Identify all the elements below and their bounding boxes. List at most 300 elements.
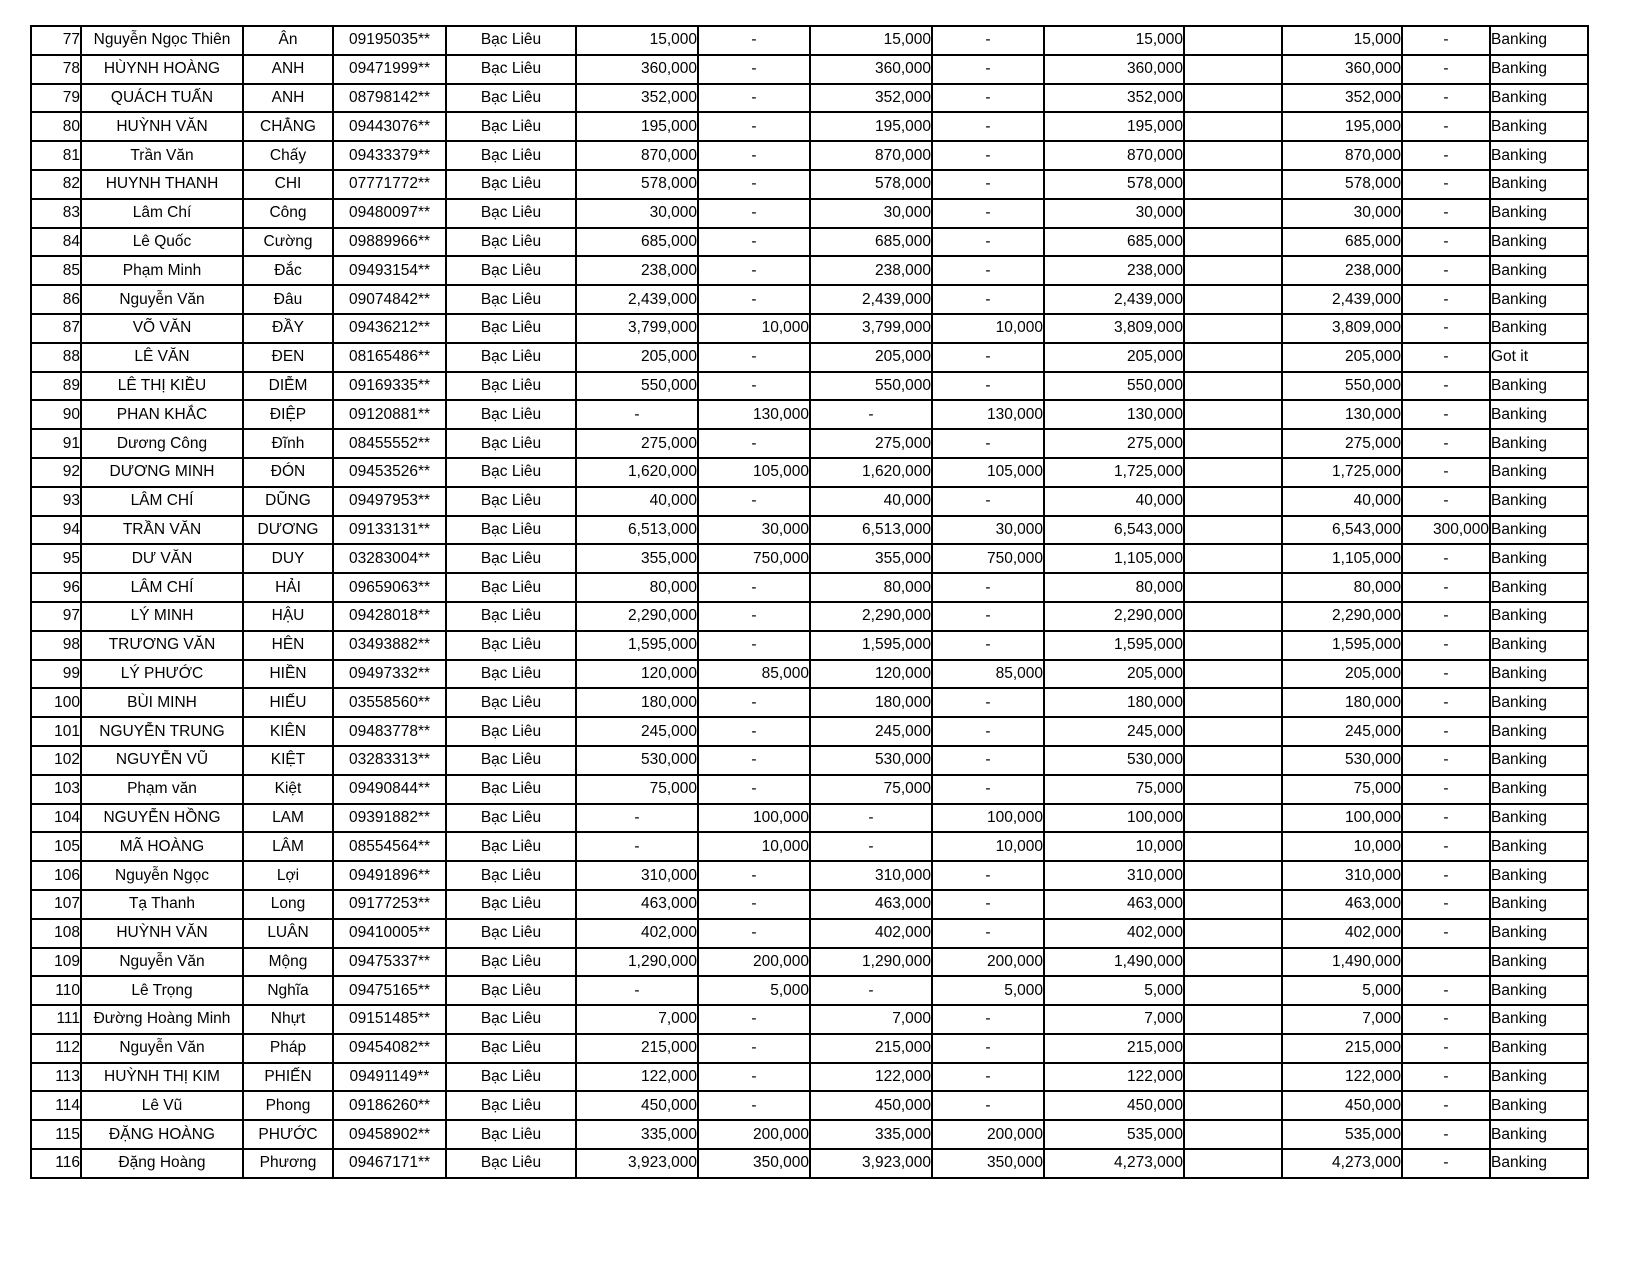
row-number-cell: 99	[31, 660, 81, 689]
amount-cell: 2,439,000	[576, 285, 698, 314]
amount-cell: 100,000	[1044, 804, 1184, 833]
row-number-cell: 116	[31, 1149, 81, 1178]
surname-cell: HUỲNH THỊ KIM	[81, 1063, 243, 1092]
amount-cell: 238,000	[1282, 256, 1402, 285]
row-number-cell: 98	[31, 631, 81, 660]
empty-cell	[1184, 919, 1282, 948]
amount-cell: 463,000	[1282, 890, 1402, 919]
given-name-cell: Chấy	[243, 141, 333, 170]
table-row	[31, 285, 1588, 314]
amount-cell: -	[698, 688, 810, 717]
amount-cell: 2,439,000	[810, 285, 932, 314]
status-cell: Banking	[1490, 746, 1588, 775]
given-name-cell: Lợi	[243, 861, 333, 890]
province-cell: Bạc Liêu	[446, 429, 576, 458]
amount-cell: 578,000	[1044, 170, 1184, 199]
province-cell: Bạc Liêu	[446, 285, 576, 314]
amount-cell: 1,725,000	[1044, 458, 1184, 487]
amount-cell: -	[1402, 688, 1490, 717]
given-name-cell: Nghĩa	[243, 976, 333, 1005]
given-name-cell: PHƯỚC	[243, 1120, 333, 1149]
amount-cell: -	[932, 256, 1044, 285]
province-cell: Bạc Liêu	[446, 314, 576, 343]
province-cell: Bạc Liêu	[446, 141, 576, 170]
row-number-cell: 92	[31, 458, 81, 487]
phone-cell: 03558560**	[333, 688, 446, 717]
phone-cell: 07771772**	[333, 170, 446, 199]
amount-cell: 10,000	[932, 832, 1044, 861]
status-cell: Banking	[1490, 573, 1588, 602]
amount-cell: 352,000	[810, 84, 932, 113]
province-cell: Bạc Liêu	[446, 84, 576, 113]
amount-cell: 685,000	[810, 228, 932, 257]
status-cell: Banking	[1490, 26, 1588, 55]
province-cell: Bạc Liêu	[446, 890, 576, 919]
surname-cell: BÙI MINH	[81, 688, 243, 717]
status-cell: Banking	[1490, 890, 1588, 919]
given-name-cell: Phương	[243, 1149, 333, 1178]
status-cell: Banking	[1490, 84, 1588, 113]
surname-cell: VÕ VĂN	[81, 314, 243, 343]
amount-cell: 100,000	[698, 804, 810, 833]
amount-cell: -	[698, 256, 810, 285]
amount-cell: 180,000	[576, 688, 698, 717]
empty-cell	[1184, 804, 1282, 833]
phone-cell: 09195035**	[333, 26, 446, 55]
status-cell: Banking	[1490, 372, 1588, 401]
province-cell: Bạc Liêu	[446, 775, 576, 804]
status-cell: Banking	[1490, 544, 1588, 573]
amount-cell: 130,000	[1044, 400, 1184, 429]
amount-cell: 80,000	[810, 573, 932, 602]
empty-cell	[1184, 1034, 1282, 1063]
province-cell: Bạc Liêu	[446, 256, 576, 285]
amount-cell: 2,439,000	[1044, 285, 1184, 314]
empty-cell	[1184, 372, 1282, 401]
surname-cell: Nguyễn Văn	[81, 1034, 243, 1063]
given-name-cell: KIỆT	[243, 746, 333, 775]
amount-cell: -	[698, 228, 810, 257]
amount-cell: -	[932, 170, 1044, 199]
empty-cell	[1184, 631, 1282, 660]
status-cell: Banking	[1490, 1120, 1588, 1149]
surname-cell: LÝ PHƯỚC	[81, 660, 243, 689]
surname-cell: TRẦN VĂN	[81, 516, 243, 545]
amount-cell: 205,000	[576, 343, 698, 372]
surname-cell: HUỲNH VĂN	[81, 919, 243, 948]
phone-cell: 09453526**	[333, 458, 446, 487]
amount-cell: 310,000	[810, 861, 932, 890]
amount-cell: -	[698, 861, 810, 890]
surname-cell: LÊ VĂN	[81, 343, 243, 372]
amount-cell: 4,273,000	[1044, 1149, 1184, 1178]
phone-cell: 09391882**	[333, 804, 446, 833]
amount-cell: 7,000	[810, 1005, 932, 1034]
province-cell: Bạc Liêu	[446, 516, 576, 545]
amount-cell: -	[932, 746, 1044, 775]
amount-cell: 40,000	[576, 487, 698, 516]
surname-cell: ĐẶNG HOÀNG	[81, 1120, 243, 1149]
amount-cell: -	[698, 26, 810, 55]
given-name-cell: ĐIỆP	[243, 400, 333, 429]
table-row	[31, 775, 1588, 804]
province-cell: Bạc Liêu	[446, 400, 576, 429]
province-cell: Bạc Liêu	[446, 228, 576, 257]
status-cell: Banking	[1490, 458, 1588, 487]
given-name-cell: ĐEN	[243, 343, 333, 372]
table-row	[31, 544, 1588, 573]
amount-cell: 1,490,000	[1282, 948, 1402, 977]
empty-cell	[1184, 861, 1282, 890]
province-cell: Bạc Liêu	[446, 688, 576, 717]
amount-cell: 275,000	[1282, 429, 1402, 458]
given-name-cell: ĐÓN	[243, 458, 333, 487]
amount-cell: 10,000	[1282, 832, 1402, 861]
empty-cell	[1184, 170, 1282, 199]
amount-cell: -	[1402, 141, 1490, 170]
amount-cell: -	[1402, 170, 1490, 199]
amount-cell: 1,105,000	[1044, 544, 1184, 573]
amount-cell: 685,000	[576, 228, 698, 257]
given-name-cell: LUÂN	[243, 919, 333, 948]
amount-cell: -	[932, 285, 1044, 314]
surname-cell: TRƯƠNG VĂN	[81, 631, 243, 660]
empty-cell	[1184, 343, 1282, 372]
amount-cell: -	[932, 228, 1044, 257]
amount-cell: 10,000	[698, 314, 810, 343]
amount-cell: 1,490,000	[1044, 948, 1184, 977]
province-cell: Bạc Liêu	[446, 602, 576, 631]
amount-cell: -	[698, 573, 810, 602]
amount-cell: 1,105,000	[1282, 544, 1402, 573]
amount-cell: 245,000	[810, 717, 932, 746]
amount-cell: 530,000	[1282, 746, 1402, 775]
table-row	[31, 1149, 1588, 1178]
surname-cell: Nguyễn Văn	[81, 285, 243, 314]
amount-cell: 7,000	[576, 1005, 698, 1034]
amount-cell: 30,000	[932, 516, 1044, 545]
status-cell: Banking	[1490, 948, 1588, 977]
status-cell: Banking	[1490, 429, 1588, 458]
amount-cell: 685,000	[1044, 228, 1184, 257]
province-cell: Bạc Liêu	[446, 717, 576, 746]
amount-cell: -	[1402, 861, 1490, 890]
status-cell: Banking	[1490, 804, 1588, 833]
phone-cell: 09659063**	[333, 573, 446, 602]
row-number-cell: 111	[31, 1005, 81, 1034]
phone-cell: 08165486**	[333, 343, 446, 372]
table-row	[31, 429, 1588, 458]
surname-cell: QUÁCH TUẤN	[81, 84, 243, 113]
table-row	[31, 372, 1588, 401]
status-cell: Banking	[1490, 228, 1588, 257]
phone-cell: 09497953**	[333, 487, 446, 516]
amount-cell: 195,000	[810, 112, 932, 141]
amount-cell: 355,000	[810, 544, 932, 573]
table-row	[31, 26, 1588, 55]
table-row	[31, 487, 1588, 516]
amount-cell: 130,000	[698, 400, 810, 429]
amount-cell: 30,000	[576, 199, 698, 228]
status-cell: Banking	[1490, 314, 1588, 343]
amount-cell: 205,000	[1282, 343, 1402, 372]
amount-cell: 2,290,000	[1282, 602, 1402, 631]
row-number-cell: 77	[31, 26, 81, 55]
surname-cell: Lê Vũ	[81, 1091, 243, 1120]
amount-cell: 535,000	[1282, 1120, 1402, 1149]
amount-cell: -	[698, 1034, 810, 1063]
amount-cell: 360,000	[1044, 55, 1184, 84]
amount-cell: -	[1402, 429, 1490, 458]
amount-cell: 75,000	[810, 775, 932, 804]
row-number-cell: 115	[31, 1120, 81, 1149]
row-number-cell: 84	[31, 228, 81, 257]
surname-cell: Lê Trọng	[81, 976, 243, 1005]
row-number-cell: 86	[31, 285, 81, 314]
amount-cell: -	[698, 84, 810, 113]
status-cell: Banking	[1490, 832, 1588, 861]
amount-cell: -	[1402, 458, 1490, 487]
amount-cell: 5,000	[1044, 976, 1184, 1005]
province-cell: Bạc Liêu	[446, 487, 576, 516]
empty-cell	[1184, 1005, 1282, 1034]
phone-cell: 09889966**	[333, 228, 446, 257]
status-cell: Banking	[1490, 1005, 1588, 1034]
amount-cell: 360,000	[1282, 55, 1402, 84]
amount-cell: 1,595,000	[810, 631, 932, 660]
province-cell: Bạc Liêu	[446, 199, 576, 228]
amount-cell: 310,000	[1282, 861, 1402, 890]
amount-cell: -	[698, 746, 810, 775]
amount-cell: 195,000	[576, 112, 698, 141]
phone-cell: 09491149**	[333, 1063, 446, 1092]
given-name-cell: Mộng	[243, 948, 333, 977]
table-row	[31, 141, 1588, 170]
amount-cell: 3,799,000	[576, 314, 698, 343]
table-row	[31, 804, 1588, 833]
phone-cell: 03283004**	[333, 544, 446, 573]
province-cell: Bạc Liêu	[446, 112, 576, 141]
given-name-cell: HIỀN	[243, 660, 333, 689]
phone-cell: 09436212**	[333, 314, 446, 343]
table-row	[31, 976, 1588, 1005]
surname-cell: LÊ THỊ KIỀU	[81, 372, 243, 401]
given-name-cell: LAM	[243, 804, 333, 833]
row-number-cell: 85	[31, 256, 81, 285]
amount-cell: 530,000	[576, 746, 698, 775]
surname-cell: Nguyễn Ngọc	[81, 861, 243, 890]
amount-cell: 6,543,000	[1282, 516, 1402, 545]
amount-cell: 275,000	[1044, 429, 1184, 458]
amount-cell: 578,000	[1282, 170, 1402, 199]
province-cell: Bạc Liêu	[446, 976, 576, 1005]
table-row	[31, 199, 1588, 228]
amount-cell: -	[1402, 890, 1490, 919]
amount-cell: 30,000	[810, 199, 932, 228]
province-cell: Bạc Liêu	[446, 544, 576, 573]
phone-cell: 08455552**	[333, 429, 446, 458]
empty-cell	[1184, 1091, 1282, 1120]
amount-cell: 1,290,000	[810, 948, 932, 977]
surname-cell: NGUYỄN TRUNG	[81, 717, 243, 746]
amount-cell: 75,000	[1282, 775, 1402, 804]
amount-cell: -	[1402, 26, 1490, 55]
amount-cell: -	[810, 400, 932, 429]
table-row	[31, 1091, 1588, 1120]
amount-cell: -	[1402, 314, 1490, 343]
given-name-cell: Đắc	[243, 256, 333, 285]
row-number-cell: 110	[31, 976, 81, 1005]
phone-cell: 09483778**	[333, 717, 446, 746]
row-number-cell: 91	[31, 429, 81, 458]
amount-cell: -	[1402, 602, 1490, 631]
amount-cell: -	[698, 55, 810, 84]
status-cell: Banking	[1490, 170, 1588, 199]
amount-cell: 200,000	[698, 948, 810, 977]
amount-cell: 80,000	[576, 573, 698, 602]
amount-cell: -	[1402, 112, 1490, 141]
table-row	[31, 84, 1588, 113]
given-name-cell: Pháp	[243, 1034, 333, 1063]
amount-cell: -	[932, 861, 1044, 890]
amount-cell: 105,000	[932, 458, 1044, 487]
amount-cell: -	[698, 285, 810, 314]
amount-cell: -	[1402, 573, 1490, 602]
row-number-cell: 90	[31, 400, 81, 429]
province-cell: Bạc Liêu	[446, 343, 576, 372]
phone-cell: 09169335**	[333, 372, 446, 401]
amount-cell: -	[576, 976, 698, 1005]
amount-cell: -	[698, 112, 810, 141]
table-row	[31, 660, 1588, 689]
amount-cell: -	[698, 141, 810, 170]
amount-cell: 1,595,000	[1282, 631, 1402, 660]
surname-cell: LÂM CHÍ	[81, 487, 243, 516]
amount-cell: -	[1402, 228, 1490, 257]
empty-cell	[1184, 688, 1282, 717]
amount-cell: 215,000	[810, 1034, 932, 1063]
amount-cell: -	[698, 602, 810, 631]
amount-cell: 215,000	[1282, 1034, 1402, 1063]
row-number-cell: 93	[31, 487, 81, 516]
surname-cell: HUYNH THANH	[81, 170, 243, 199]
status-cell: Banking	[1490, 1063, 1588, 1092]
amount-cell: 870,000	[1282, 141, 1402, 170]
status-cell: Banking	[1490, 55, 1588, 84]
amount-cell: -	[932, 602, 1044, 631]
amount-cell: 80,000	[1044, 573, 1184, 602]
table-row	[31, 688, 1588, 717]
empty-cell	[1184, 228, 1282, 257]
province-cell: Bạc Liêu	[446, 660, 576, 689]
amount-cell: -	[1402, 1120, 1490, 1149]
amount-cell: 1,620,000	[810, 458, 932, 487]
amount-cell: 402,000	[576, 919, 698, 948]
row-number-cell: 79	[31, 84, 81, 113]
amount-cell: -	[932, 55, 1044, 84]
table-row	[31, 573, 1588, 602]
row-number-cell: 78	[31, 55, 81, 84]
province-cell: Bạc Liêu	[446, 861, 576, 890]
amount-cell: 40,000	[810, 487, 932, 516]
phone-cell: 08554564**	[333, 832, 446, 861]
amount-cell: -	[932, 26, 1044, 55]
row-number-cell: 96	[31, 573, 81, 602]
amount-cell: 130,000	[932, 400, 1044, 429]
amount-cell: -	[1402, 1091, 1490, 1120]
amount-cell: 1,620,000	[576, 458, 698, 487]
amount-cell: 355,000	[576, 544, 698, 573]
phone-cell: 09475165**	[333, 976, 446, 1005]
status-cell: Banking	[1490, 631, 1588, 660]
amount-cell: -	[932, 688, 1044, 717]
amount-cell: 352,000	[576, 84, 698, 113]
table-row	[31, 1063, 1588, 1092]
amount-cell: 550,000	[1282, 372, 1402, 401]
province-cell: Bạc Liêu	[446, 948, 576, 977]
given-name-cell: DƯƠNG	[243, 516, 333, 545]
empty-cell	[1184, 458, 1282, 487]
amount-cell: -	[1402, 372, 1490, 401]
empty-cell	[1184, 141, 1282, 170]
amount-cell: 15,000	[1044, 26, 1184, 55]
given-name-cell: DUY	[243, 544, 333, 573]
province-cell: Bạc Liêu	[446, 1034, 576, 1063]
row-number-cell: 108	[31, 919, 81, 948]
given-name-cell: DŨNG	[243, 487, 333, 516]
amount-cell: 40,000	[1044, 487, 1184, 516]
amount-cell: -	[698, 717, 810, 746]
amount-cell: 2,290,000	[810, 602, 932, 631]
amount-cell: 870,000	[576, 141, 698, 170]
phone-cell: 09458902**	[333, 1120, 446, 1149]
amount-cell: -	[932, 343, 1044, 372]
row-number-cell: 113	[31, 1063, 81, 1092]
amount-cell: 350,000	[698, 1149, 810, 1178]
table-row	[31, 948, 1588, 977]
amount-cell: -	[932, 1034, 1044, 1063]
amount-cell: 122,000	[810, 1063, 932, 1092]
given-name-cell: CHẲNG	[243, 112, 333, 141]
status-cell: Banking	[1490, 112, 1588, 141]
phone-cell: 09490844**	[333, 775, 446, 804]
surname-cell: PHAN KHẮC	[81, 400, 243, 429]
amount-cell: -	[932, 199, 1044, 228]
amount-cell: -	[1402, 631, 1490, 660]
empty-cell	[1184, 1063, 1282, 1092]
table-row	[31, 717, 1588, 746]
amount-cell: 310,000	[1044, 861, 1184, 890]
table-row	[31, 256, 1588, 285]
amount-cell: 360,000	[576, 55, 698, 84]
amount-cell: -	[1402, 832, 1490, 861]
row-number-cell: 102	[31, 746, 81, 775]
empty-cell	[1184, 1149, 1282, 1178]
row-number-cell: 81	[31, 141, 81, 170]
amount-cell: 450,000	[1282, 1091, 1402, 1120]
given-name-cell: KIÊN	[243, 717, 333, 746]
amount-cell: 195,000	[1044, 112, 1184, 141]
status-cell: Banking	[1490, 602, 1588, 631]
province-cell: Bạc Liêu	[446, 832, 576, 861]
amount-cell: -	[932, 429, 1044, 458]
phone-cell: 09493154**	[333, 256, 446, 285]
phone-cell: 09454082**	[333, 1034, 446, 1063]
table-row	[31, 890, 1588, 919]
phone-cell: 09410005**	[333, 919, 446, 948]
amount-cell: 245,000	[1282, 717, 1402, 746]
amount-cell: -	[698, 343, 810, 372]
